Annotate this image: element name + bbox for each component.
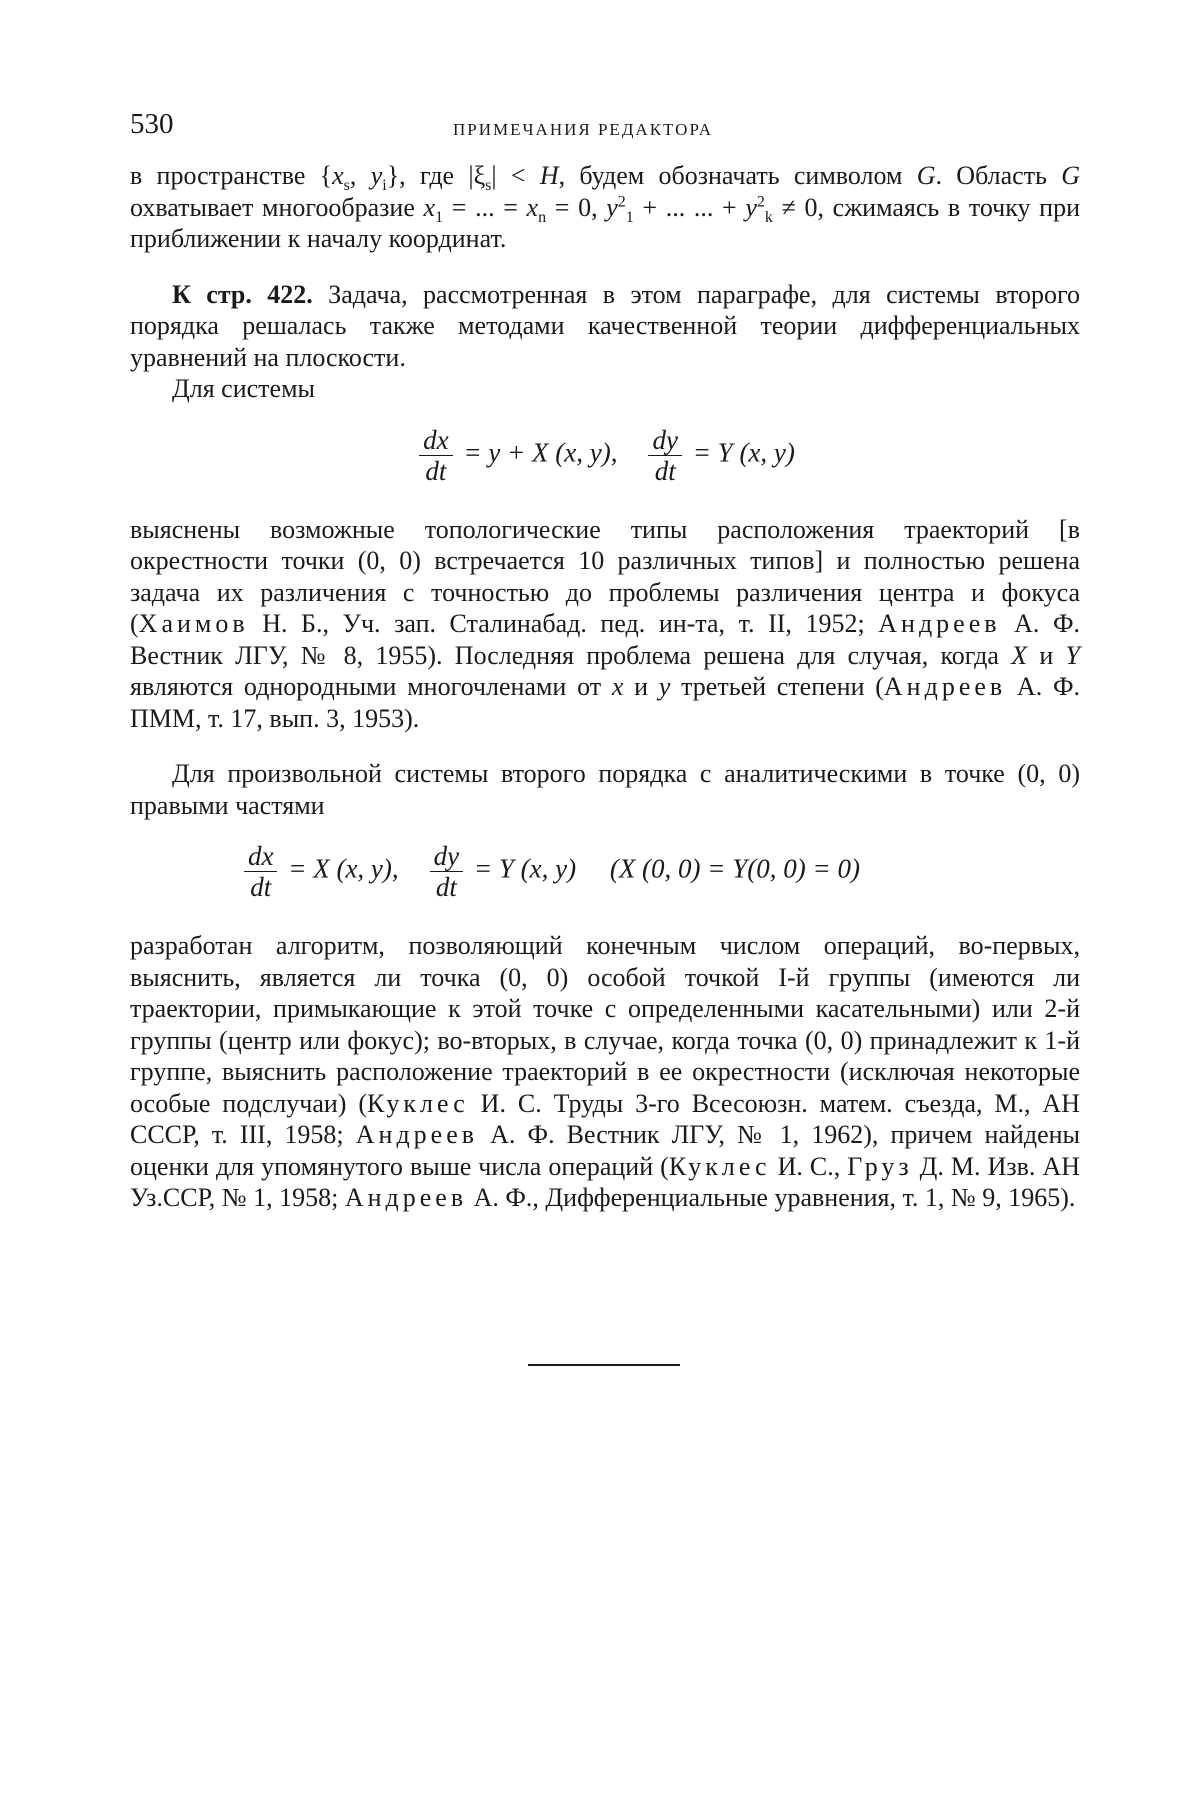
paragraph-algorithm: разработан алгоритм, позволяющий конечным числом операций, во-первых, выяснить, является ли точка (0, 0) особой точкой I-й группы (имеются ли траектории, примыкающие к этой точке с определенными касательными) или 2-й группы (центр или фокус); во-вторых, в случае, когда точка (0, 0) принадлежит к 1-й группе, выяснить расположение траекторий в ее окрестности (исключая некоторые особые подслучаи) (Куклес И. С. Труды 3-го Всесоюзн. матем. съезда, М., АН СССР, т. III, 1958; Андреев А. Ф. Вестник ЛГУ, № 1, 1962), причем найдены оценки для упомянутого выше числа операций (Куклес И. С., Груз Д. М. Изв. АН Уз.ССР, № 1, 1958; Андреев А. Ф., Дифференциальные уравнения, т. 1, № 9, 1965). xyxy=(130,931,1080,1212)
fraction-dy-dt: $\frac{dy}{dt}$ xyxy=(430,841,463,902)
body-text xyxy=(130,160,1080,1214)
note-reference: К стр. 422. xyxy=(172,279,313,309)
paragraph-arbitrary-system: Для произвольной системы второго порядка с аналитическими в точке (0, 0) правыми частями xyxy=(130,759,1080,820)
page-header xyxy=(130,108,1080,148)
fraction-dx-dt: $\frac{dx}{dt}$ xyxy=(419,425,452,486)
author-name: Андреев xyxy=(883,672,1007,701)
author-name: Куклес xyxy=(668,1151,771,1181)
formula-system-1: $\frac{dx}{dt}$ = y + X (x, y), $\frac{dy}{dt}$ = Y (x, y) xyxy=(130,425,1080,486)
fraction-dx-dt: $\frac{dx}{dt}$ xyxy=(244,841,277,902)
paragraph-note-p422: К стр. 422. Задача, рассмотренная в этом параграфе, для системы второго порядка решалась также методами качественной теории дифференциальных уравнений на плоскости. xyxy=(130,279,1080,372)
paragraph-system-intro: Для системы xyxy=(172,374,315,403)
author-name: Груз xyxy=(847,1151,913,1181)
author-name: Андреев xyxy=(878,609,1001,638)
author-name: Хаимов xyxy=(138,609,249,638)
author-name: Куклес xyxy=(367,1088,469,1118)
page-number: 530 xyxy=(130,108,174,140)
end-rule xyxy=(528,1364,680,1366)
paragraph-topological-types: выяснены возможные топологические типы расположения траекторий [в окрестности точки (0, 0) встречается 10 различных типов] и полностью решена задача их различения с точностью до проблемы различения центра и фокуса (Хаимов Н. Б., Уч. зап. Сталинабад. пед. ин-та, т. II, 1952; Андреев А. Ф. Вестник ЛГУ, № 8, 1955). Последняя проблема решена для случая, когда X и Y являются однородными многочленами от x и y третьей степени (Андреев А. Ф. ПММ, т. 17, вып. 3, 1953). xyxy=(130,514,1081,733)
fraction-dy-dt: $\frac{dy}{dt}$ xyxy=(648,425,681,486)
paragraph-space-definition: в пространстве {$x_s$, $y_i$}, где $|\xi_s| < H$, будем обозначать символом G. Область G охватывает многообразие $x_1$ = ... = $x_n = 0$, $y^2_1$ + ... ... + $y^2_k \ne 0$, сжимаясь в точку при приближении к началу координат. xyxy=(130,161,1081,253)
formula-system-2: $\frac{dx}{dt}$ = X (x, y), $\frac{dy}{dt}$ = Y (x, y) (X (0, 0) = Y(0, 0) = 0) xyxy=(240,841,1080,902)
author-name: Андреев xyxy=(355,1120,479,1149)
formula-condition: (X (0, 0) = Y(0, 0) = 0) xyxy=(609,853,860,884)
author-name: Андреев xyxy=(344,1183,468,1212)
running-title: ПРИМЕЧАНИЯ РЕДАКТОРА xyxy=(453,120,714,139)
